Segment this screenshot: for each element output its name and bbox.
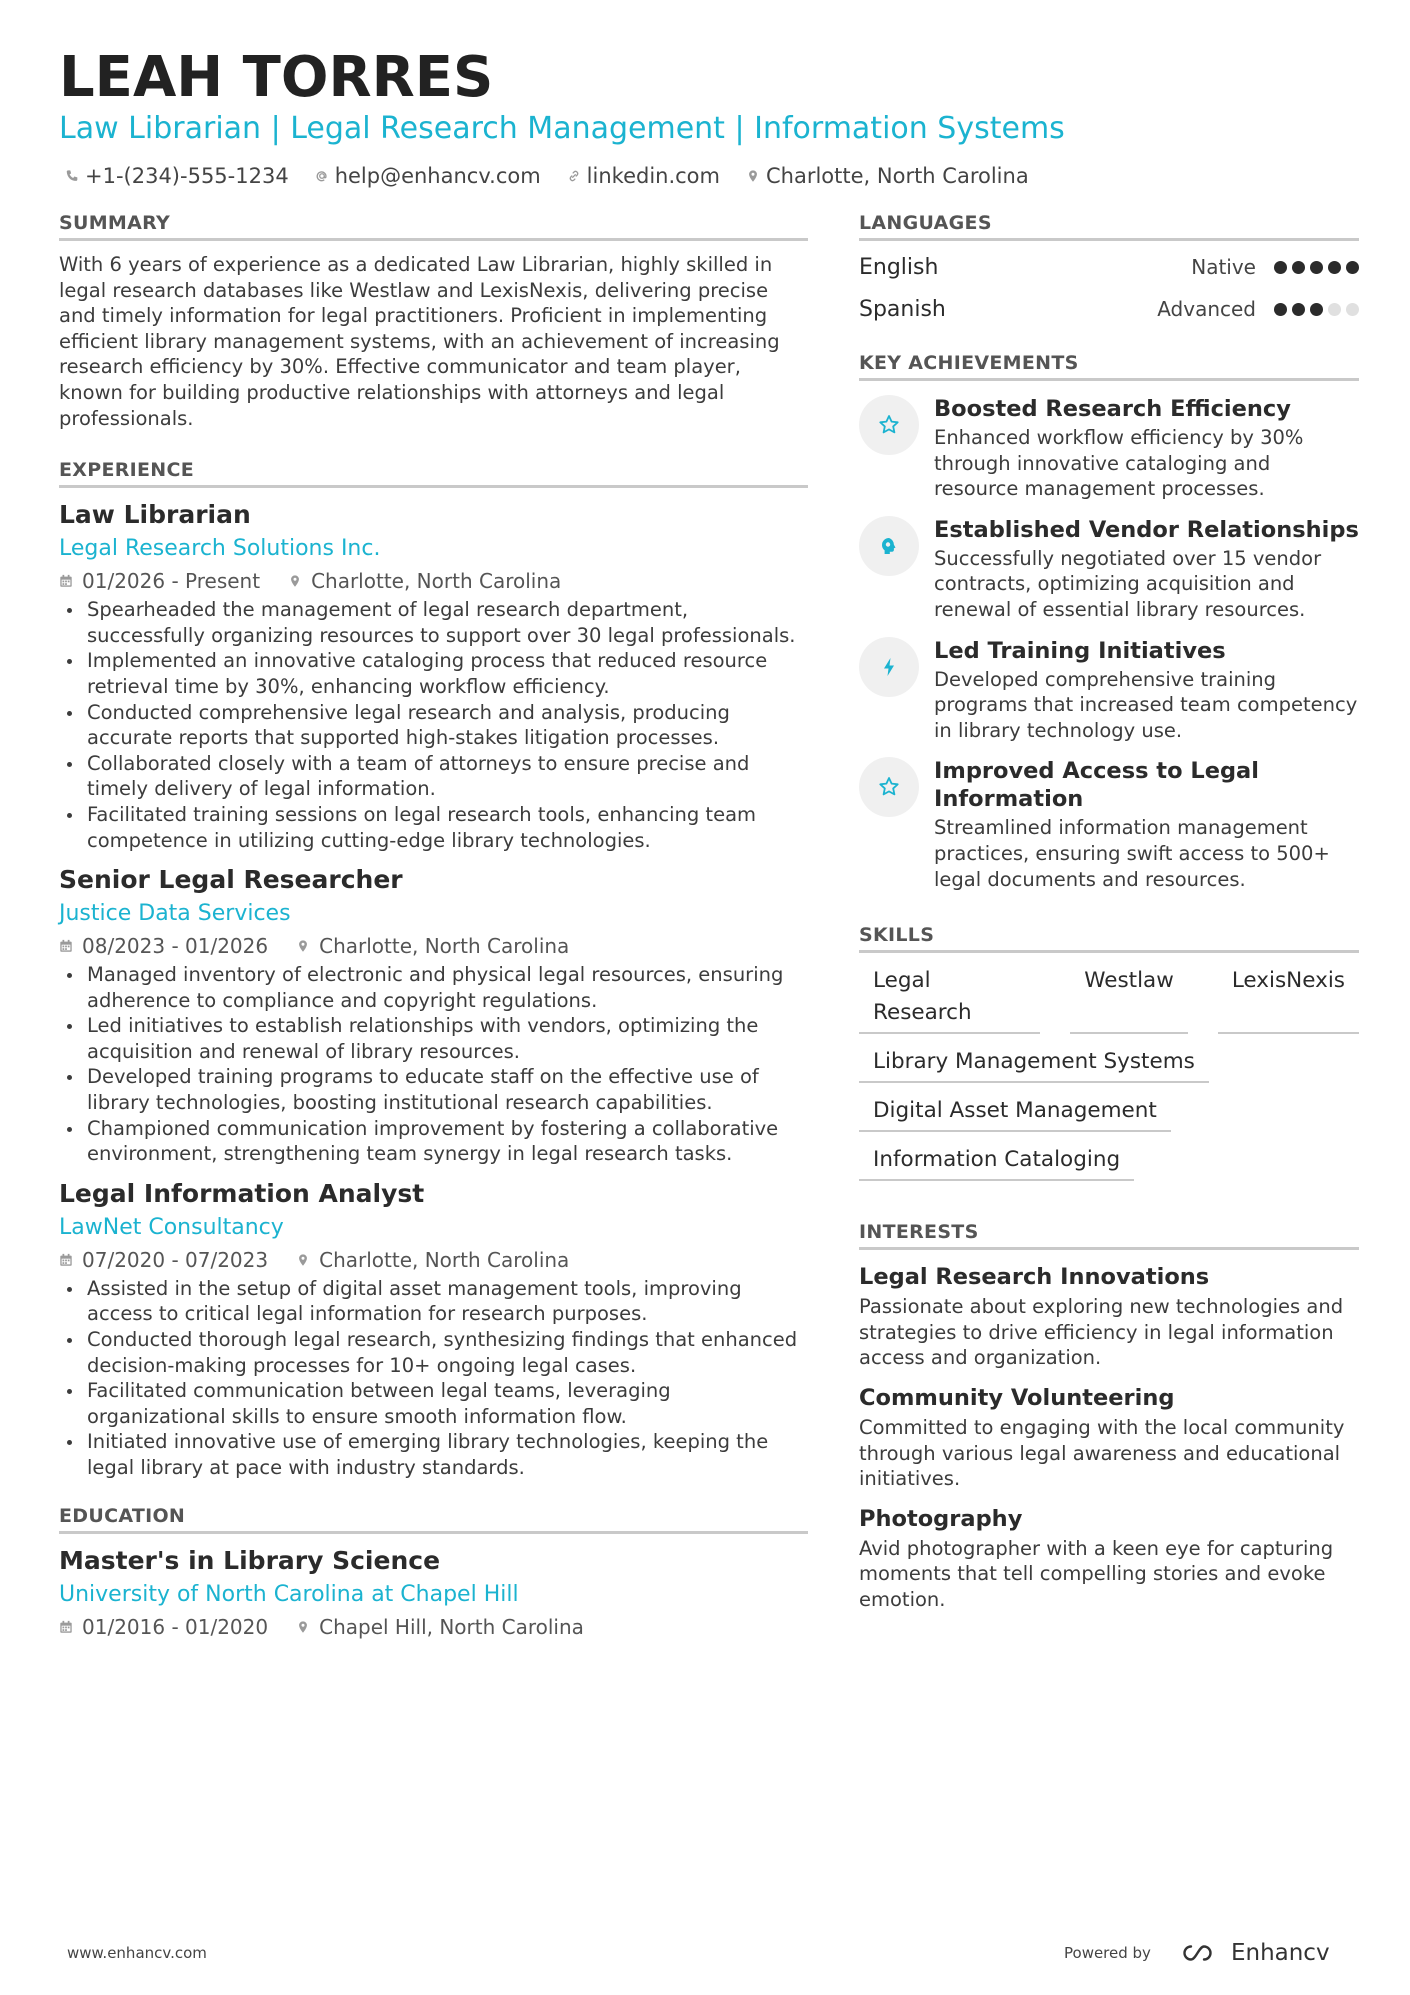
proficiency-dots: [1274, 303, 1359, 316]
language-item: [859, 246, 1359, 288]
candidate-name: LEAH TORRES: [59, 45, 494, 110]
proficiency-dot: [1310, 303, 1323, 316]
experience-section: [59, 457, 808, 1480]
resume-page: [59, 0, 1359, 1995]
bullet-item: Managed inventory of electronic and physical legal resources, ensuring adherence to compliance and copyright regulations.: [59, 962, 808, 1013]
education-section: [59, 1503, 808, 1641]
bullet-item: Collaborated closely with a team of attorneys to ensure precise and timely delivery of legal information.: [59, 751, 808, 802]
proficiency-dot: [1292, 261, 1305, 274]
interest-title: Community Volunteering: [859, 1384, 1175, 1411]
location-pin-icon: [296, 1252, 310, 1268]
interest-title: Photography: [859, 1505, 1023, 1532]
handshake-icon: [859, 516, 919, 576]
headline: Law Librarian | Legal Research Management | Information Systems: [59, 111, 1065, 146]
achievements-section: [859, 350, 1359, 892]
left-column: [59, 210, 808, 1641]
degree-title: Master's in Library Science: [59, 1545, 441, 1575]
calendar-icon: [59, 1619, 73, 1635]
education-dates-text: 01/2016 - 01/2020: [82, 1614, 269, 1639]
job-entry: [59, 498, 808, 853]
phone-icon: [65, 168, 79, 184]
skill-tag: Legal Research: [859, 965, 1040, 1034]
language-level: Native: [1191, 255, 1256, 279]
job-location: [296, 932, 569, 960]
phone-text: +1-(234)-555-1234: [85, 164, 289, 188]
job-meta: [59, 567, 808, 595]
contact-location: [746, 164, 1029, 188]
education-entry: [59, 1544, 808, 1641]
proficiency-dot: [1346, 303, 1359, 316]
achievement-desc: Successfully negotiated over 15 vendor contracts, optimizing acquisition and renewal of essential library resources.: [934, 546, 1322, 621]
footer-url[interactable]: www.enhancv.com: [67, 1944, 207, 1962]
achievement-item: [859, 637, 1359, 744]
job-location-text: Charlotte, North Carolina: [311, 569, 562, 594]
achievement-item: [859, 516, 1359, 623]
linkedin-text: linkedin.com: [586, 164, 720, 188]
interest-title: Legal Research Innovations: [859, 1264, 1210, 1291]
interest-desc: Committed to engaging with the local community through various legal awareness and educational initiatives.: [859, 1415, 1345, 1491]
job-bullets: [59, 597, 808, 853]
company-name: Legal Research Solutions Inc.: [59, 536, 381, 562]
skill-tag: Digital Asset Management: [859, 1095, 1171, 1132]
lightning-icon: [859, 637, 919, 697]
interests-heading: INTERESTS: [859, 1219, 1359, 1250]
proficiency-dot: [1274, 303, 1287, 316]
achievement-title: Improved Access to Legal Information: [934, 758, 1259, 813]
job-entry: [59, 1177, 808, 1481]
at-icon: [315, 168, 329, 184]
achievement-title: Led Training Initiatives: [934, 637, 1226, 664]
job-dates: [59, 1246, 268, 1274]
job-dates-text: 01/2026 - Present: [82, 569, 261, 594]
job-location-text: Charlotte, North Carolina: [319, 1247, 570, 1272]
bullet-item: Spearheaded the management of legal research department, successfully organizing resources to support over 30 legal professionals.: [59, 597, 808, 648]
education-location: [296, 1613, 584, 1641]
summary-heading: SUMMARY: [59, 210, 808, 241]
link-icon: [567, 168, 581, 184]
job-bullets: [59, 962, 808, 1167]
skills-heading: SKILLS: [859, 922, 1359, 953]
languages-heading: LANGUAGES: [859, 210, 1359, 241]
footer-powered-by: [1064, 1940, 1330, 1966]
skill-tag: Information Cataloging: [859, 1144, 1134, 1181]
skill-tag: Westlaw: [1070, 965, 1188, 1034]
job-title: Legal Information Analyst: [59, 1178, 425, 1208]
powered-by-label: Powered by: [1064, 1944, 1151, 1962]
bullet-item: Implemented an innovative cataloging process that reduced resource retrieval time by 30%, enhancing workflow efficiency.: [59, 648, 808, 699]
star-icon: [859, 395, 919, 455]
job-location: [288, 567, 561, 595]
bullet-item: Assisted in the setup of digital asset management tools, improving access to critical legal information for research purposes.: [59, 1276, 808, 1327]
job-meta: [59, 1246, 808, 1274]
achievement-title: Established Vendor Relationships: [934, 516, 1359, 543]
bullet-item: Facilitated communication between legal teams, leveraging organizational skills to ensure smooth information flow.: [59, 1378, 808, 1429]
location-pin-icon: [288, 573, 302, 589]
location-pin-icon: [746, 168, 760, 184]
star-icon: [859, 757, 919, 817]
education-location-text: Chapel Hill, North Carolina: [319, 1614, 584, 1639]
enhancv-logo-icon: [1177, 1942, 1223, 1964]
skills-section: [859, 922, 1359, 1181]
education-meta: [59, 1613, 808, 1641]
interest-item: [859, 1262, 1359, 1371]
proficiency-dots: [1274, 261, 1359, 274]
achievement-item: [859, 757, 1359, 892]
achievements-heading: KEY ACHIEVEMENTS: [859, 350, 1359, 381]
interest-item: [859, 1383, 1359, 1492]
achievement-desc: Streamlined information management practices, ensuring swift access to 500+ legal documents and resources.: [934, 816, 1330, 891]
skills-list: [859, 965, 1359, 1181]
job-location-text: Charlotte, North Carolina: [319, 934, 570, 959]
achievement-desc: Developed comprehensive training programs that increased team competency in library technology use.: [934, 667, 1358, 742]
calendar-icon: [59, 938, 73, 954]
calendar-icon: [59, 573, 73, 589]
achievement-desc: Enhanced workflow efficiency by 30% through innovative cataloging and resource management processes.: [934, 426, 1304, 501]
company-name: Justice Data Services: [59, 901, 291, 927]
proficiency-dot: [1274, 261, 1287, 274]
interest-desc: Passionate about exploring new technologies and strategies to drive efficiency in legal information access and organization.: [859, 1295, 1344, 1370]
bullet-item: Facilitated training sessions on legal research tools, enhancing team competence in utilizing cutting-edge library technologies.: [59, 802, 808, 853]
interest-desc: Avid photographer with a keen eye for capturing moments that tell compelling stories and evoke emotion.: [859, 1536, 1334, 1611]
job-dates-text: 08/2023 - 01/2026: [82, 934, 269, 959]
contact-linkedin[interactable]: [567, 164, 720, 188]
language-name: English: [859, 254, 939, 280]
experience-heading: EXPERIENCE: [59, 457, 808, 488]
job-bullets: [59, 1276, 808, 1481]
job-title: Senior Legal Researcher: [59, 865, 403, 895]
bullet-item: Conducted comprehensive legal research and analysis, producing accurate reports that supported high-stakes litigation processes.: [59, 700, 808, 751]
skill-tag: Library Management Systems: [859, 1046, 1209, 1083]
contact-email[interactable]: [315, 164, 541, 188]
job-dates-text: 07/2020 - 07/2023: [82, 1247, 269, 1272]
proficiency-dot: [1328, 303, 1341, 316]
bullet-item: Initiated innovative use of emerging library technologies, keeping the legal library at pace with industry standards.: [59, 1429, 808, 1480]
languages-section: [859, 210, 1359, 330]
skill-tag: LexisNexis: [1218, 965, 1359, 1034]
achievement-item: [859, 395, 1359, 502]
achievement-title: Boosted Research Efficiency: [934, 396, 1291, 422]
contact-phone[interactable]: [65, 164, 289, 188]
contact-bar: [65, 160, 1029, 192]
job-dates: [59, 932, 268, 960]
location-text: Charlotte, North Carolina: [765, 164, 1029, 188]
right-column: [859, 210, 1359, 1612]
education-heading: EDUCATION: [59, 1503, 808, 1534]
enhancv-logo[interactable]: [1177, 1940, 1330, 1966]
language-name: Spanish: [859, 296, 946, 322]
interest-item: [859, 1504, 1359, 1613]
language-level: Advanced: [1157, 297, 1256, 321]
summary-text: With 6 years of experience as a dedicated Law Librarian, highly skilled in legal research databases like Westlaw and LexisNexis, delivering precise and timely information for legal practitioners. Proficient in implementing efficient library management systems, with an achievement of increasing research efficiency by 30%. Effective communicator and team player, known for building productive relationships with attorneys and legal professionals.: [59, 253, 780, 430]
proficiency-dot: [1292, 303, 1305, 316]
location-pin-icon: [296, 938, 310, 954]
job-title: Law Librarian: [59, 500, 251, 530]
email-text: help@enhancv.com: [334, 164, 541, 188]
enhancv-logo-text: Enhancv: [1230, 1940, 1330, 1966]
company-name: LawNet Consultancy: [59, 1214, 284, 1240]
bullet-item: Conducted thorough legal research, synthesizing findings that enhanced decision-making processes for 10+ ongoing legal cases.: [59, 1327, 808, 1378]
bullet-item: Led initiatives to establish relationships with vendors, optimizing the acquisition and renewal of library resources.: [59, 1013, 808, 1064]
school-name: University of North Carolina at Chapel Hill: [59, 1581, 519, 1607]
education-dates: [59, 1613, 268, 1641]
proficiency-dot: [1328, 261, 1341, 274]
job-dates: [59, 567, 260, 595]
job-entry: [59, 863, 808, 1167]
job-location: [296, 1246, 569, 1274]
calendar-icon: [59, 1252, 73, 1268]
bullet-item: Championed communication improvement by fostering a collaborative environment, strengthening team synergy in legal research tasks.: [59, 1116, 808, 1167]
language-item: [859, 288, 1359, 330]
bullet-item: Developed training programs to educate staff on the effective use of library technologies, boosting institutional research capabilities.: [59, 1064, 808, 1115]
summary-section: [59, 210, 808, 431]
proficiency-dot: [1310, 261, 1323, 274]
location-pin-icon: [296, 1619, 310, 1635]
interests-section: [859, 1219, 1359, 1612]
job-meta: [59, 932, 808, 960]
proficiency-dot: [1346, 261, 1359, 274]
